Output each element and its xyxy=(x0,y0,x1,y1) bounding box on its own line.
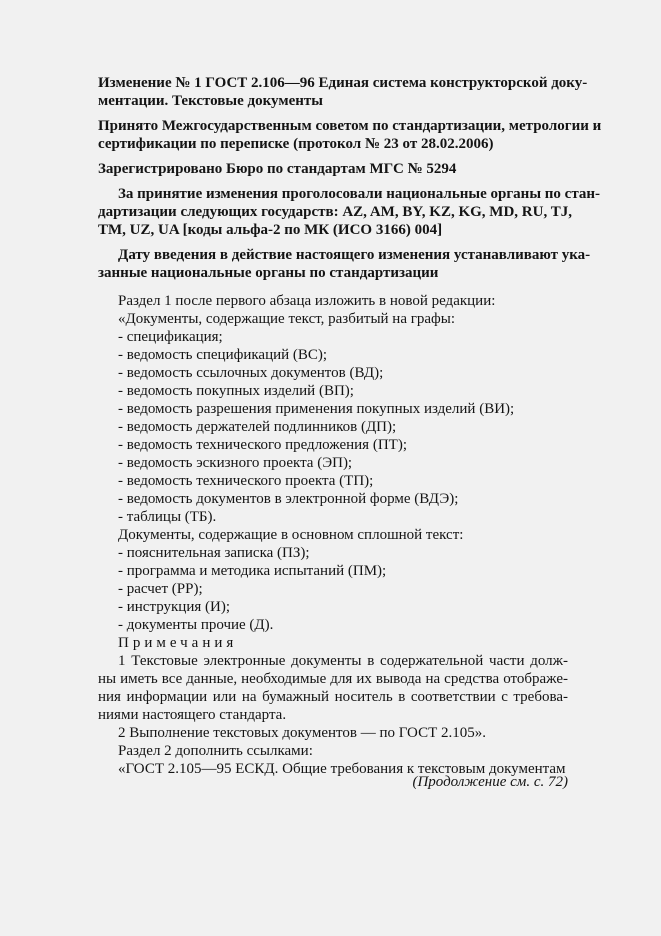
docs-with-text-heading: Документы, содержащие в основном сплошной текст: xyxy=(118,527,464,543)
list-item: - спецификация; xyxy=(118,329,223,345)
amendment-title-line-1: Изменение № 1 ГОСТ 2.106—96 Единая система конструкторской доку- xyxy=(98,75,588,91)
list-item: - документы прочие (Д). xyxy=(118,617,274,633)
effective-date-line-1: Дату введения в действие настоящего изменения устанавливают ука- xyxy=(118,247,591,263)
list-item: - ведомость технического проекта (ТП); xyxy=(118,473,374,489)
section1-intro: Раздел 1 после первого абзаца изложить в новой редакции: xyxy=(118,293,496,309)
docs-with-columns-heading: «Документы, содержащие текст, разбитый на графы: xyxy=(118,311,456,327)
voted-for-line-2: дартизации следующих государств: AZ, AM, BY, KZ, KG, MD, RU, TJ, xyxy=(98,204,572,220)
list-item: - ведомость разрешения применения покупных изделий (ВИ); xyxy=(118,401,515,417)
voted-for-line-3: TM, UZ, UA [коды альфа-2 по МК (ИСО 3166) 004] xyxy=(98,222,443,238)
list-item: - ведомость держателей подлинников (ДП); xyxy=(118,419,397,435)
list-item: - пояснительная записка (ПЗ); xyxy=(118,545,310,561)
page-content xyxy=(98,74,602,778)
amendment-title-line-2: ментации. Текстовые документы xyxy=(98,93,323,109)
list-item: - ведомость эскизного проекта (ЭП); xyxy=(118,455,353,471)
notes-heading: Примечания xyxy=(118,635,238,651)
adopted-by-line-1: Принято Межгосударственным советом по стандартизации, метрологии и xyxy=(98,118,602,134)
note-2: 2 Выполнение текстовых документов — по ГОСТ 2.105». xyxy=(118,725,486,741)
voted-for-line-1: За принятие изменения проголосовали национальные органы по стан- xyxy=(118,186,601,202)
list-item: - программа и методика испытаний (ПМ); xyxy=(118,563,387,579)
list-item: - ведомость покупных изделий (ВП); xyxy=(118,383,354,399)
list-item: - ведомость технического предложения (ПТ); xyxy=(118,437,407,453)
continuation-note: (Продолжение см. с. 72) xyxy=(412,774,568,790)
section2-intro: Раздел 2 дополнить ссылками: xyxy=(118,743,313,759)
list-item: - ведомость спецификаций (ВС); xyxy=(118,347,328,363)
effective-date-line-2: занные национальные органы по стандартизации xyxy=(98,265,439,281)
registration-line: Зарегистрировано Бюро по стандартам МГС № 5294 xyxy=(98,161,457,177)
list-item: - расчет (РР); xyxy=(118,581,203,597)
list-item: - ведомость документов в электронной форме (ВДЭ); xyxy=(118,491,459,507)
note-1-line-4: ниями настоящего стандарта. xyxy=(98,707,287,723)
list-item: - таблицы (ТБ). xyxy=(118,509,217,525)
adopted-by-line-2: сертификации по переписке (протокол № 23 от 28.02.2006) xyxy=(98,136,494,152)
gost-reference: «ГОСТ 2.105—95 ЕСКД. Общие требования к текстовым документам xyxy=(118,761,566,777)
note-1-line-3: ния информации или на бумажный носитель в соответствии с требова- xyxy=(98,689,568,705)
list-item: - ведомость ссылочных документов (ВД); xyxy=(118,365,384,381)
note-1-line-1: 1 Текстовые электронные документы в содержательной части долж- xyxy=(118,653,568,669)
list-item: - инструкция (И); xyxy=(118,599,230,615)
note-1-line-2: ны иметь все данные, необходимые для их вывода на средства отображе- xyxy=(98,671,568,687)
